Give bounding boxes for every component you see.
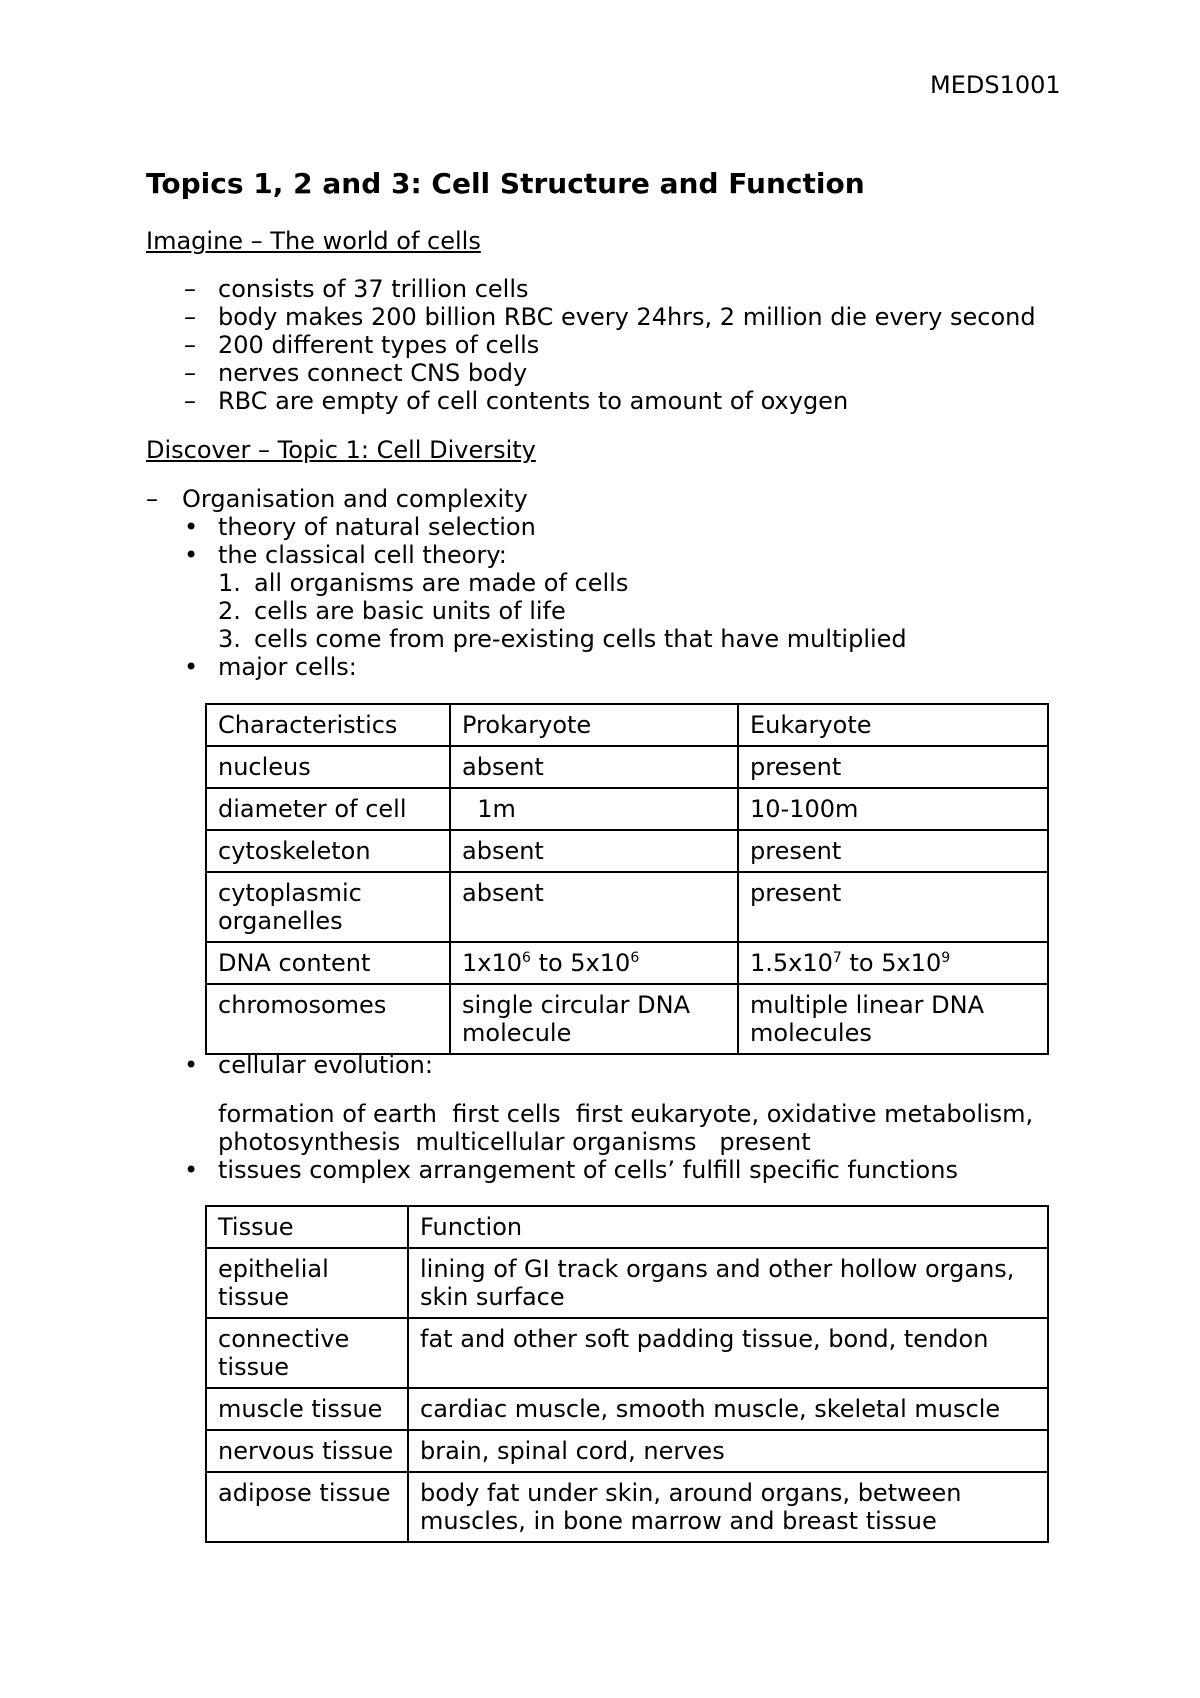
dna-prokaryote-base: 1x10 — [462, 949, 523, 977]
list-item-text: all organisms are made of cells — [254, 569, 629, 597]
tissue-table — [205, 1205, 1049, 1543]
table-row — [206, 1318, 1048, 1388]
list-item-text: major cells: — [218, 653, 357, 681]
table-cell: absent — [450, 872, 738, 942]
table-cell: adipose tissue — [206, 1472, 408, 1542]
list-item-text: 200 different types of cells — [218, 331, 540, 359]
list-item — [184, 330, 539, 360]
numbered-item — [218, 596, 566, 626]
table-cell: single circular DNA molecule — [450, 984, 738, 1054]
organisation-item — [146, 484, 528, 514]
list-item — [184, 274, 529, 304]
bullet-item — [184, 1155, 958, 1185]
discover-heading: Discover – Topic 1: Cell Diversity — [146, 436, 536, 464]
evolution-text-line: photosynthesis multicellular organisms present — [218, 1128, 811, 1156]
bullet-item — [184, 652, 357, 682]
table-cell: lining of GI track organs and other hollow organs, skin surface — [408, 1248, 1048, 1318]
dash-marker: – — [184, 359, 196, 387]
numbered-item — [218, 568, 628, 598]
list-item-text: consists of 37 trillion cells — [218, 275, 529, 303]
list-item-text: cells are basic units of life — [254, 597, 566, 625]
table-cell: connective tissue — [206, 1318, 408, 1388]
table-cell: muscle tissue — [206, 1388, 408, 1430]
dna-prokaryote-exponent: 6 — [630, 950, 640, 966]
list-item-text: tissues complex arrangement of cells’ fulfill specific functions — [218, 1156, 958, 1184]
list-item — [184, 302, 1036, 332]
table-header-cell: Tissue — [206, 1206, 408, 1248]
table-cell: chromosomes — [206, 984, 450, 1054]
bullet-item — [184, 1050, 433, 1080]
list-item-text: theory of natural selection — [218, 513, 536, 541]
list-item-text: cells come from pre-existing cells that have multiplied — [254, 625, 907, 653]
table-row — [206, 942, 1048, 984]
dash-marker: – — [184, 331, 196, 359]
table-row — [206, 746, 1048, 788]
table-header-row — [206, 1206, 1048, 1248]
item-number: 1. — [218, 569, 241, 597]
list-item — [184, 358, 527, 388]
table-header-cell: Characteristics — [206, 704, 450, 746]
item-number: 3. — [218, 625, 241, 653]
table-row — [206, 1430, 1048, 1472]
table-cell: fat and other soft padding tissue, bond, tendon — [408, 1318, 1048, 1388]
dna-eukaryote-mid: to 5x10 — [841, 949, 942, 977]
table-cell: present — [738, 830, 1048, 872]
table-cell: cytoplasmic organelles — [206, 872, 450, 942]
table-cell: body fat under skin, around organs, between muscles, in bone marrow and breast tissue — [408, 1472, 1048, 1542]
item-number: 2. — [218, 597, 241, 625]
table-cell — [450, 942, 738, 984]
dash-marker: – — [146, 485, 158, 513]
dna-prokaryote-exponent: 6 — [522, 950, 531, 966]
list-item-text: cellular evolution: — [218, 1051, 433, 1079]
table-row — [206, 788, 1048, 830]
table-cell: epithelial tissue — [206, 1248, 408, 1318]
bullet-marker: • — [184, 1156, 199, 1184]
bullet-item — [184, 540, 507, 570]
table-header-cell: Function — [408, 1206, 1048, 1248]
table-row — [206, 830, 1048, 872]
imagine-heading: Imagine – The world of cells — [146, 227, 481, 255]
table-row — [206, 1472, 1048, 1542]
table-cell: present — [738, 746, 1048, 788]
page-title: Topics 1, 2 and 3: Cell Structure and Function — [146, 167, 865, 200]
bullet-marker: • — [184, 513, 199, 541]
table-header-row — [206, 704, 1048, 746]
bullet-marker: • — [184, 653, 199, 681]
table-cell: brain, spinal cord, nerves — [408, 1430, 1048, 1472]
dna-eukaryote-exponent: 9 — [941, 950, 951, 966]
list-item — [184, 386, 848, 416]
table-cell: DNA content — [206, 942, 450, 984]
bullet-marker: • — [184, 541, 199, 569]
table-cell: nervous tissue — [206, 1430, 408, 1472]
table-cell: absent — [450, 830, 738, 872]
bullet-item — [184, 512, 536, 542]
table-row — [206, 1248, 1048, 1318]
table-cell: nucleus — [206, 746, 450, 788]
dash-marker: – — [184, 303, 196, 331]
bullet-marker: • — [184, 1051, 199, 1079]
table-cell: cytoskeleton — [206, 830, 450, 872]
list-item-text: the classical cell theory: — [218, 541, 507, 569]
table-row — [206, 872, 1048, 942]
dash-marker: – — [184, 387, 196, 415]
cell-comparison-table — [205, 703, 1049, 1055]
list-item-text: nerves connect CNS body — [218, 359, 528, 387]
table-cell: present — [738, 872, 1048, 942]
dna-eukaryote-exponent: 7 — [832, 950, 842, 966]
list-item-text: Organisation and complexity — [182, 485, 528, 513]
list-item-text: RBC are empty of cell contents to amount of oxygen — [218, 387, 849, 415]
table-cell: 1m — [450, 788, 738, 830]
table-cell: multiple linear DNA molecules — [738, 984, 1048, 1054]
dna-prokaryote-mid: to 5x10 — [530, 949, 631, 977]
dash-marker: – — [184, 275, 196, 303]
dna-eukaryote-base: 1.5x10 — [750, 949, 833, 977]
table-row — [206, 1388, 1048, 1430]
table-header-cell: Prokaryote — [450, 704, 738, 746]
table-header-cell: Eukaryote — [738, 704, 1048, 746]
table-cell: 10-100m — [738, 788, 1048, 830]
list-item-text: body makes 200 billion RBC every 24hrs, 2 million die every second — [218, 303, 1036, 331]
table-cell: absent — [450, 746, 738, 788]
table-cell: cardiac muscle, smooth muscle, skeletal muscle — [408, 1388, 1048, 1430]
table-cell: diameter of cell — [206, 788, 450, 830]
course-code: MEDS1001 — [930, 71, 1061, 99]
table-row — [206, 984, 1048, 1054]
evolution-text-line: formation of earth first cells first eukaryote, oxidative metabolism, — [218, 1100, 1034, 1128]
table-cell — [738, 942, 1048, 984]
numbered-item — [218, 624, 907, 654]
